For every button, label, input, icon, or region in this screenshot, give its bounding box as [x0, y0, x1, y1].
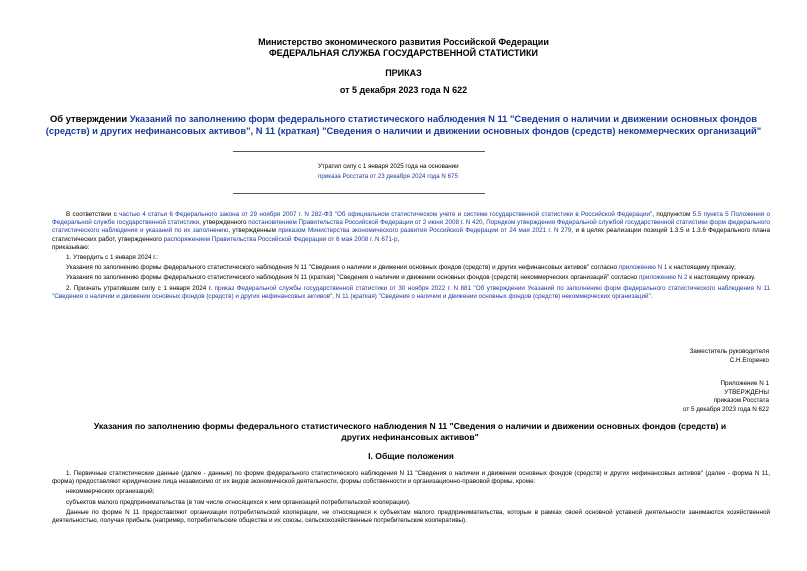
- title-link[interactable]: Указаний по заполнению форм федерального статистического наблюдения N 11 "Сведения о наличии и движении основных фондов (средств) и других нефинансовых активов", N 11 (краткая) "Сведения о наличии и движении основных фондов (средств) некоммерческих организаций": [45, 113, 762, 136]
- doc-date-number: от 5 декабря 2023 года N 622: [339, 85, 468, 95]
- law-link[interactable]: частью 4 статьи 6 Федерального закона от 29 ноября 2007 г. N 282-ФЗ "Об официальном статистическом учете и системе государственной статистики в Российской Федерации": [119, 211, 653, 218]
- section-1-p3: субъектов малого предпринимательства (в том числе относящихся к ним организаций потребительской кооперации).: [66, 498, 411, 506]
- procedure-link[interactable]: Порядком утверждения Федеральной службой государственной статистики форм федерального статистического наблюдения и указаний по их заполнению: [52, 219, 770, 235]
- document-title: [40, 113, 767, 137]
- regulation-link[interactable]: 5.5 пункта 5 Положения о Федеральной службе государственной статистики: [52, 211, 771, 227]
- section-1-p2: некоммерческих организаций;: [66, 488, 155, 496]
- doc-type: ПРИКАЗ: [385, 68, 422, 78]
- status-note-line1: Утратил силу с 1 января 2025 года на основании: [318, 163, 459, 170]
- resolution-link[interactable]: постановлением Правительства Российской Федерации от 2 июня 2008 г. N 420: [248, 219, 483, 227]
- order-link[interactable]: приказом Министерства экономического развития Российской Федерации от 24 мая 2021 г. N 279: [278, 227, 572, 235]
- decree-link[interactable]: распоряжением Правительства Российской Федерации от 6 мая 2008 г. N 671-р: [163, 235, 398, 243]
- appendix-title: Указания по заполнению формы федерального статистического наблюдения N 11 "Сведения о наличии и движении основных фондов (средств) и других нефинансовых активов": [93, 421, 727, 442]
- divider-top: [233, 151, 485, 152]
- appendix-number: Приложение N 1: [720, 380, 769, 387]
- repealed-order-link[interactable]: приказ Федеральной службы государственной статистики от 30 ноября 2022 г. N 881 "Об утверждении Указаний по заполнению форм федерального статистического наблюдения N 11 "Сведения о наличии и движении основных фондов (средств) и других нефинансовых активов", N 11 (краткая) "Сведения о наличии и движении основных фондов (средств) некоммерческих организаций": [52, 284, 770, 300]
- appendix-stamp: [683, 380, 769, 414]
- signature-position: Заместитель руководителя: [689, 348, 769, 355]
- divider-bottom: [233, 193, 485, 194]
- preamble-paragraph: В соответствии с частью 4 статьи 6 Федерального закона от 29 ноября 2007 г. N 282-ФЗ "Об официальном статистическом учете и системе государственной статистики в Российской Федерации", подпунктом 5.5 пункта 5 Положения о Федеральной службе государственной статистики, утвержденного постановлением Правительства Российской Федерации от 2 июня 2008 г. N 420, Порядком утверждения Федеральной службой государственной статистики форм федерального статистического наблюдения и указаний по их заполнению, утвержденным приказом Министерства экономического развития Российской Федерации от 24 мая 2021 г. N 279, и в целях реализации позиций 1.3.5 и 1.3.6 Федерального плана статистических работ, утвержденного распоряжением Правительства Российской Федерации от 6 мая 2008 г. N 671-р,: [52, 211, 771, 243]
- item-1a: Указания по заполнению формы федерального статистического наблюдения N 11 "Сведения о наличии и движении основных фондов (средств) и других нефинансовых активов" согласно приложению N 1 к настоящему приказу;: [66, 264, 736, 272]
- signature: [690, 348, 769, 365]
- preamble: [52, 211, 770, 301]
- approved-date: от 5 декабря 2023 года N 622: [682, 405, 769, 413]
- item-1b: Указания по заполнению формы федерального статистического наблюдения N 11 (краткая) "Сведения о наличии и движении основных фондов (средств) некоммерческих организаций" согласно приложению N 2 к настоящему приказу.: [66, 274, 756, 282]
- title-prefix: Об утверждении: [50, 113, 130, 124]
- order-word: приказываю:: [52, 243, 90, 251]
- status-note-link[interactable]: приказа Росстата от 23 декабря 2024 года N 675: [318, 173, 458, 180]
- section-1-p1: 1. Первичные статистические данные (далее - данные) по форме федерального статистического наблюдения N 11 "Сведения о наличии и движении основных фондов (средств) и других нефинансовых активов" (далее - форма N 11, форма) предоставляют юридические лица независимо от их видов экономической деятельности, формы собственности и организационно-правовой формы, кроме:: [52, 470, 770, 486]
- section-1-p4: Данные по форме N 11 предоставляют организации потребительской кооперации, не относящиеся к субъектам малого предпринимательства, которые в рамках своей основной уставной деятельности занимаются хозяйственной деятельностью, получая прибыль (например, потребительские общества и их союзы, сельскохозяйственные потребительские кооперативы).: [52, 508, 770, 525]
- service-name: ФЕДЕРАЛЬНАЯ СЛУЖБА ГОСУДАРСТВЕННОЙ СТАТИСТИКИ: [269, 48, 538, 58]
- ministry-name: Министерство экономического развития Российской Федерации: [258, 37, 549, 47]
- approved-by: приказом Росстата: [713, 397, 769, 404]
- item-2: 2. Признать утратившим силу с 1 января 2024 г. приказ Федеральной службы государственной статистики от 30 ноября 2022 г. N 881 "Об утверждении Указаний по заполнению форм федерального статистического наблюдения N 11 "Сведения о наличии и движении основных фондов (средств) и других нефинансовых активов", N 11 (краткая) "Сведения о наличии и движении основных фондов (средств) некоммерческих организаций".: [52, 284, 770, 300]
- section-heading: I. Общие положения: [368, 451, 454, 461]
- appendix-2-link[interactable]: приложению N 2: [638, 274, 688, 282]
- approved-label: УТВЕРЖДЕНЫ: [724, 388, 769, 396]
- signature-name: С.Н.Егоренко: [729, 356, 769, 364]
- item-1: 1. Утвердить с 1 января 2024 г.:: [66, 254, 159, 262]
- appendix-1-link[interactable]: приложению N 1: [618, 264, 668, 272]
- section-1-body: [52, 470, 770, 525]
